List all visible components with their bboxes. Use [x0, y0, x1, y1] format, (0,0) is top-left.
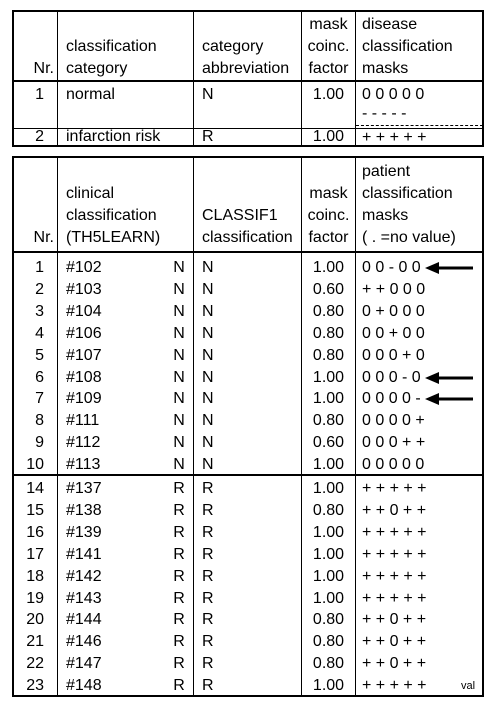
table2-row-id: #147: [66, 655, 102, 673]
table1-header-masks: masks: [362, 60, 409, 77]
table2-row-factor: 1.00: [312, 523, 345, 541]
table1-row-mask: + + + + +: [362, 129, 427, 146]
table2-header-classif1-classification: classification: [202, 229, 293, 246]
table2-row-nr: 5: [35, 346, 44, 364]
table2-row-id: #143: [66, 589, 102, 607]
table2-row-classif1: N: [202, 368, 214, 386]
table2-row-nr: 7: [35, 390, 44, 408]
table2-row-factor: 1.00: [312, 456, 345, 474]
table2-row-id: #148: [66, 677, 102, 695]
table1-row-mask: 0 0 0 0 0: [362, 86, 425, 103]
table2-col-divider: [355, 157, 356, 696]
table2-row-factor: 0.80: [312, 633, 345, 651]
table2-row-id: #111: [66, 412, 100, 430]
table2-row-id: #139: [66, 523, 102, 541]
table2-row-clinical-class: N: [173, 259, 185, 276]
table2-row-mask: + + + + +: [362, 545, 427, 563]
table2-row-classif1: R: [202, 567, 214, 585]
table2-header-clinical: clinical: [66, 185, 115, 202]
table2-header-th5learn: (TH5LEARN): [66, 229, 161, 246]
table1-row-abbr: N: [202, 86, 214, 103]
table2-row-classif1: N: [202, 259, 214, 276]
table2-row-mask: 0 0 + 0 0: [362, 324, 425, 342]
table2-row-classif1: R: [202, 480, 214, 497]
table2-row-mask: + + 0 + +: [362, 655, 427, 673]
table2-row-mask: + + 0 + +: [362, 633, 427, 651]
table2-row-nr: 20: [26, 611, 44, 629]
table1-row-nr: 1: [35, 86, 44, 103]
table2-row-id: #138: [66, 501, 102, 519]
table2-row-mask: + + + + +: [362, 677, 427, 695]
table2-row-id: #142: [66, 567, 102, 585]
table2-row-classif1: N: [202, 302, 214, 320]
table2-row-mask: + + + + +: [362, 523, 427, 541]
table1-row-mask-sub: - - - - -: [362, 105, 407, 122]
table2-row-mask: + + + + +: [362, 589, 427, 607]
table2-row-factor: 1.00: [312, 677, 345, 695]
table2-row-classif1: R: [202, 545, 214, 563]
table2-row-id: #141: [66, 545, 102, 563]
table2-header-classif1: CLASSIF1: [202, 207, 278, 224]
table2-row-classif1: R: [202, 589, 214, 607]
table2-row-clinical-class: R: [173, 501, 185, 519]
table1-header-factor: factor: [308, 60, 349, 77]
table2-row-clinical-class: R: [173, 677, 185, 695]
table1-row-category: infarction risk: [66, 128, 161, 145]
table2-row-nr: 15: [26, 501, 44, 519]
table1-row-abbr: R: [202, 128, 214, 145]
table2-row-id: #106: [66, 324, 102, 342]
table2-row-nr: 19: [26, 589, 44, 607]
table1-col-divider: [57, 11, 58, 146]
table2-row-factor: 0.60: [312, 434, 345, 452]
table1-row-nr: 2: [35, 128, 44, 145]
table2-row-classif1: R: [202, 677, 214, 695]
table2-row-clinical-class: N: [173, 390, 185, 408]
table2-row-nr: 9: [35, 434, 44, 452]
table1-header-mask: mask: [309, 16, 348, 33]
table2-row-mask: 0 0 - 0 0: [362, 259, 421, 276]
table2-row-id: #144: [66, 611, 102, 629]
table2-row-classif1: N: [202, 434, 214, 452]
table2-header-factor: factor: [308, 229, 349, 246]
table2-row-mask: 0 0 0 0 0: [362, 456, 425, 474]
table2-row-classif1: N: [202, 324, 214, 342]
table2-row-mask: + + 0 + +: [362, 501, 427, 519]
table2-row-clinical-class: N: [173, 412, 185, 430]
table2-row-classif1: N: [202, 456, 214, 474]
table2-row-id: #113: [66, 456, 101, 474]
table1-header-divider: [13, 80, 483, 82]
table2-row-id: #102: [66, 259, 102, 276]
table2-row-factor: 0.80: [312, 412, 345, 430]
table1-header-nr: Nr.: [33, 60, 54, 77]
table2-row-classif1: N: [202, 390, 214, 408]
table2-row-id: #109: [66, 390, 102, 408]
table2-row-clinical-class: N: [173, 280, 185, 298]
table2-row-clinical-class: R: [173, 545, 185, 563]
table2-row-nr: 8: [35, 412, 44, 430]
table2-row-id: #108: [66, 368, 102, 386]
table2-row-id: #104: [66, 302, 102, 320]
table2-row-nr: 4: [35, 324, 44, 342]
table2-row-factor: 1.00: [312, 259, 345, 276]
table2-row-nr: 2: [35, 280, 44, 298]
table2-row-classif1: N: [202, 346, 214, 364]
table2-row-mask: + + 0 0 0: [362, 280, 426, 298]
table1-header-classification2: classification: [362, 38, 453, 55]
table2-row-factor: 0.60: [312, 280, 345, 298]
table2-row-nr: 10: [26, 456, 44, 474]
table2-header-classification: classification: [362, 185, 453, 202]
table1-header-disease: disease: [362, 16, 418, 33]
table2-row-mask: 0 0 0 + 0: [362, 346, 425, 364]
table2-col-divider: [57, 157, 58, 696]
table2-header-clinical-classification: classification: [66, 207, 157, 224]
table2-row-clinical-class: N: [173, 434, 185, 452]
table2-row-factor: 1.00: [312, 567, 345, 585]
table2-row-nr: 14: [26, 480, 44, 497]
table1-header-classification: classification: [66, 38, 157, 55]
table2-row-classif1: R: [202, 611, 214, 629]
table1-row-factor: 1.00: [312, 86, 345, 103]
table2-row-factor: 1.00: [312, 390, 345, 408]
table2-row-clinical-class: R: [173, 567, 185, 585]
table2-row-nr: 22: [26, 655, 44, 673]
table2-row-clinical-class: N: [173, 456, 185, 474]
table2-row-classif1: R: [202, 633, 214, 651]
table1-header-category-abbr-1: category: [202, 38, 264, 55]
table1-row-category: normal: [66, 86, 115, 103]
table2-row-factor: 0.80: [312, 611, 345, 629]
table2-col-divider: [193, 157, 194, 696]
table2-row-id: #103: [66, 280, 102, 298]
table1-header-category: category: [66, 60, 128, 77]
table2-row-mask: 0 0 0 + +: [362, 434, 426, 452]
table1-header-coinc: coinc.: [307, 38, 350, 55]
table2-footer-note: val: [461, 680, 476, 692]
table2-row-mask: + + + + +: [362, 567, 427, 585]
table2-row-classif1: N: [202, 412, 214, 430]
table2-header-masks: masks: [362, 207, 409, 224]
table2-row-clinical-class: R: [173, 480, 185, 497]
table2-row-mask: 0 + 0 0 0: [362, 302, 425, 320]
table1-col-divider: [193, 11, 194, 146]
table2-row-id: #137: [66, 480, 102, 497]
table2-row-factor: 0.80: [312, 302, 345, 320]
table2-row-id: #107: [66, 346, 102, 364]
table2-row-nr: 6: [35, 368, 44, 386]
table1-row-factor: 1.00: [312, 128, 345, 145]
table2-row-id: #112: [66, 434, 101, 452]
arrow-left-icon: [425, 392, 475, 406]
table2-header-nr: Nr.: [33, 229, 54, 246]
table2-row-clinical-class: R: [173, 633, 185, 651]
table2-row-nr: 1: [35, 259, 44, 276]
table2-row-classif1: R: [202, 501, 214, 519]
table2-row-clinical-class: N: [173, 346, 185, 364]
table1-header-category-abbr-2: abbreviation: [202, 60, 290, 77]
table2-header-patient: patient: [362, 163, 411, 180]
table2-row-mask: 0 0 0 0 -: [362, 390, 421, 408]
table2-row-factor: 0.80: [312, 324, 345, 342]
table2-row-factor: 1.00: [312, 589, 345, 607]
table2-row-factor: 1.00: [312, 545, 345, 563]
table2-row-nr: 17: [26, 545, 44, 563]
table2-row-mask: 0 0 0 - 0: [362, 368, 421, 386]
table2-row-clinical-class: N: [173, 302, 185, 320]
table2-row-factor: 0.80: [312, 501, 345, 519]
table2-row-clinical-class: R: [173, 611, 185, 629]
table2-row-classif1: R: [202, 523, 214, 541]
arrow-left-icon: [425, 371, 475, 385]
table2-header-coinc: coinc.: [307, 207, 350, 224]
table2-row-classif1: N: [202, 280, 214, 298]
arrow-left-icon: [425, 261, 475, 275]
table2-row-factor: 0.80: [312, 346, 345, 364]
table2-row-clinical-class: R: [173, 589, 185, 607]
table2-row-classif1: R: [202, 655, 214, 673]
table2-row-factor: 0.80: [312, 655, 345, 673]
table2-row-nr: 23: [26, 677, 44, 695]
table2-row-nr: 18: [26, 567, 44, 585]
table2-group-divider: [13, 474, 483, 476]
table2-row-clinical-class: N: [173, 368, 185, 386]
table2-header-mask: mask: [309, 185, 348, 202]
table2-row-factor: 1.00: [312, 480, 345, 497]
table2-header-no-value-note: ( . =no value): [362, 229, 456, 246]
table2-row-id: #146: [66, 633, 102, 651]
table2-row-mask: + + 0 + +: [362, 611, 427, 629]
table2-row-mask: + + + + +: [362, 480, 427, 497]
table2-row-nr: 16: [26, 523, 44, 541]
table2-row-nr: 21: [26, 633, 44, 651]
table2-row-mask: 0 0 0 0 +: [362, 412, 425, 430]
table2-row-factor: 1.00: [312, 368, 345, 386]
table2-row-clinical-class: R: [173, 655, 185, 673]
table1-dashed-separator: [356, 125, 483, 126]
table2-header-divider: [13, 251, 483, 253]
table2-row-clinical-class: N: [173, 324, 185, 342]
table2-row-clinical-class: R: [173, 523, 185, 541]
table2-row-nr: 3: [35, 302, 44, 320]
